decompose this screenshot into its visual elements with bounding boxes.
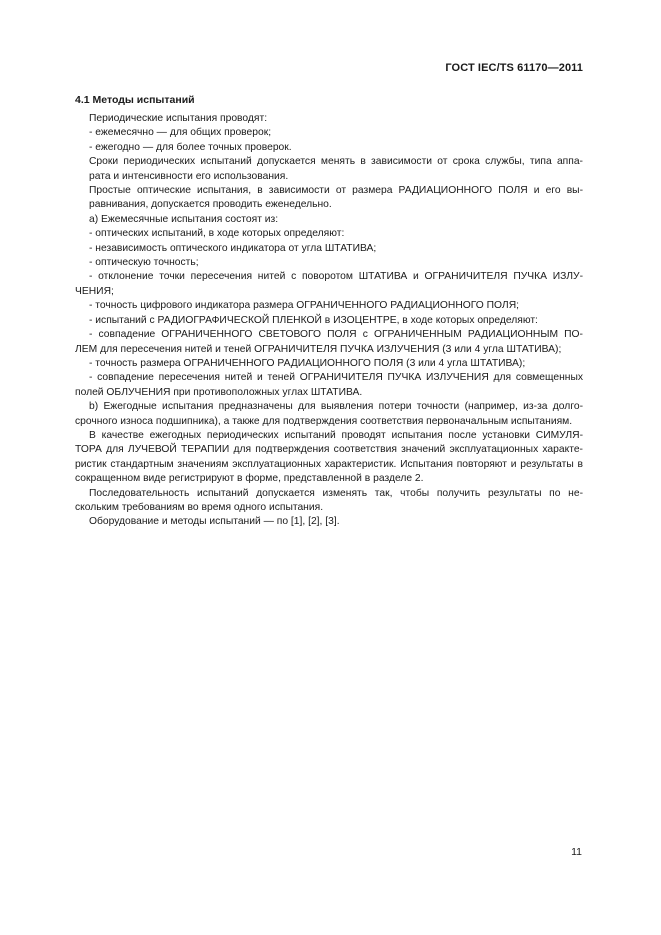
section-title: 4.1 Методы испытаний <box>75 94 195 106</box>
text-line: Периодические испытания проводят: <box>89 113 268 124</box>
text-line: Оборудование и методы испытаний — по [1], [2], [3]. <box>89 516 340 528</box>
text-line: b) Ежегодные испытания предназначены для выявления потери точности (например, из-за долго- <box>89 401 583 413</box>
text-line: - оптическую точность; <box>89 257 199 269</box>
text-line: - совпадение ОГРАНИЧЕННОГО СВЕТОВОГО ПОЛЯ с ОГРАНИЧЕННЫМ РАДИАЦИОННЫМ ПО- <box>89 329 583 341</box>
text-line: ЛЕМ для пересечения нитей и теней ОГРАНИЧИТЕЛЯ ПУЧКА ИЗЛУЧЕНИЯ (3 или 4 угла ШТАТИВА); <box>75 343 562 355</box>
text-line: рата и интенсивности его использования. <box>89 170 289 182</box>
text-line: - независимость оптического индикатора от угла ШТАТИВА; <box>89 242 377 254</box>
text-line: - ежегодно — для более точных проверок. <box>89 141 292 153</box>
text-line: В качестве ежегодных периодических испытаний проводят испытания после установки СИМУЛЯ- <box>89 429 583 441</box>
text-line: - испытаний с РАДИОГРАФИЧЕСКОЙ ПЛЕНКОЙ в ИЗОЦЕНТРЕ, в ходе которых определяют: <box>89 314 538 326</box>
text-line: - ежемесячно — для общих проверок; <box>89 127 272 139</box>
text-line: - отклонение точки пересечения нитей с поворотом ШТАТИВА и ОГРАНИЧИТЕЛЯ ПУЧКА ИЗЛУ- <box>89 271 583 283</box>
text-line: Простые оптические испытания, в зависимости от размера РАДИАЦИОННОГО ПОЛЯ и его вы- <box>89 185 583 197</box>
page-number: 11 <box>571 846 582 858</box>
text-line: Последовательность испытаний допускается изменять так, чтобы получить результаты по не- <box>89 487 583 499</box>
text-line: сокращенном виде регистрируют в форме, представленной в разделе 2. <box>75 473 424 485</box>
text-line: Сроки периодических испытаний допускается менять в зависимости от срока службы, типа аппа- <box>89 156 583 168</box>
text-line: равнивания, допускается проводить еженедельно. <box>89 199 332 211</box>
text-line: - оптических испытаний, в ходе которых определяют: <box>89 228 345 240</box>
text-line: - точность размера ОГРАНИЧЕННОГО РАДИАЦИОННОГО ПОЛЯ (3 или 4 угла ШТАТИВА); <box>89 357 526 369</box>
text-line: ристик стандартным значениям эксплуатационных характеристик. Испытания повторяют и результаты в <box>75 458 583 470</box>
text-line: полей ОБЛУЧЕНИЯ при противоположных углах ШТАТИВА. <box>75 386 363 398</box>
text-line: скольким требованиям во время одного испытания. <box>75 501 324 513</box>
text-line: ТОРА для ЛУЧЕВОЙ ТЕРАПИИ для подтверждения соответствия значений эксплуатационных характе- <box>75 444 583 456</box>
text-line: ЧЕНИЯ; <box>75 285 114 297</box>
section-body-text <box>75 112 583 530</box>
text-line: - точность цифрового индикатора размера ОГРАНИЧЕННОГО РАДИАЦИОННОГО ПОЛЯ; <box>89 300 519 312</box>
text-line: а) Ежемесячные испытания состоят из: <box>89 213 279 225</box>
text-line: срочного износа подшипника), а также для подтверждения соответствия первоначальным испытаниям. <box>75 415 573 427</box>
document-header-standard-id: ГОСТ IEC/TS 61170—2011 <box>445 62 583 74</box>
text-line: - совпадение пересечения нитей и теней ОГРАНИЧИТЕЛЯ ПУЧКА ИЗЛУЧЕНИЯ для совмещенных <box>89 372 583 384</box>
